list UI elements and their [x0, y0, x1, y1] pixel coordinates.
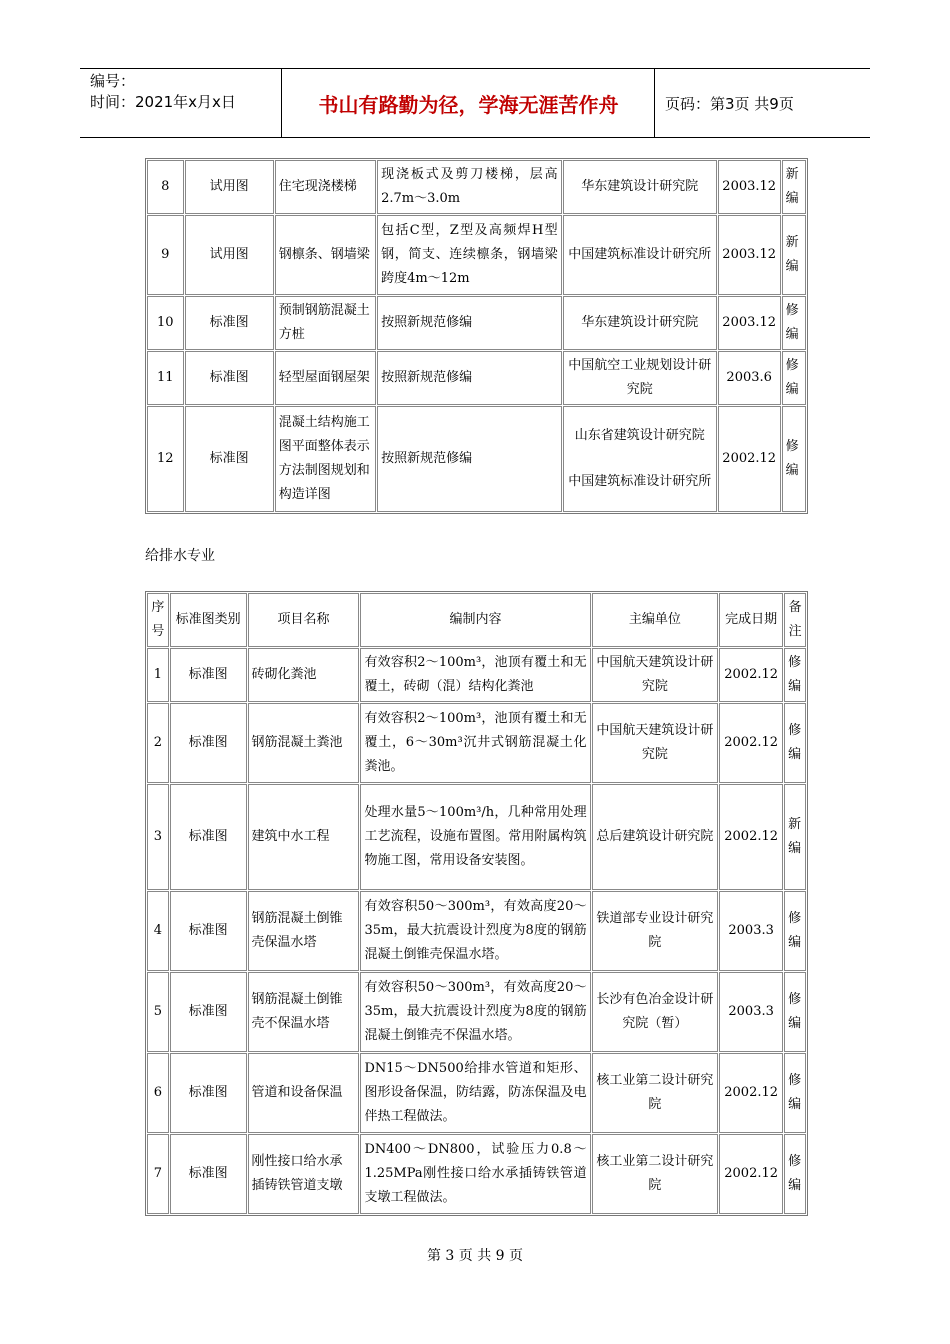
cell-note: 修编	[784, 972, 806, 1052]
cell-project: 混凝土结构施工图平面整体表示方法制图规划和构造详图	[275, 406, 376, 512]
cell-date: 2002.12	[719, 1053, 783, 1133]
table-row	[147, 351, 806, 405]
doc-number-label: 编号：	[90, 72, 136, 90]
table-row	[147, 972, 806, 1052]
header-content: 编制内容	[360, 593, 590, 647]
cell-note: 修编	[784, 1134, 806, 1214]
cell-note: 修编	[782, 351, 806, 405]
cell-unit: 华东建筑设计研究院	[563, 296, 717, 350]
header-category: 标准图类别	[170, 593, 247, 647]
cell-note: 新编	[782, 160, 806, 214]
cell-note: 修编	[784, 1053, 806, 1133]
cell-seq: 1	[147, 648, 169, 702]
cell-unit: 核工业第二设计研究院	[592, 1053, 718, 1133]
cell-unit: 中国建筑标准设计研究所	[563, 215, 717, 295]
cell-date: 2003.12	[718, 296, 781, 350]
cell-content: 现浇板式及剪刀楼梯，层高2.7m～3.0m	[377, 160, 562, 214]
cell-note: 修编	[784, 891, 806, 971]
cell-category: 标准图	[170, 891, 247, 971]
cell-date: 2002.12	[719, 703, 783, 783]
cell-content: 有效容积50～300m³，有效高度20～35m，最大抗震设计烈度为8度的钢筋混凝土倒锥壳不保温水塔。	[360, 972, 590, 1052]
cell-seq: 11	[147, 351, 184, 405]
cell-content: 按照新规范修编	[377, 406, 562, 512]
cell-content: 包括C型，Z型及高频焊H型钢，简支、连续檩条，钢墙梁跨度4m～12m	[377, 215, 562, 295]
cell-date: 2003.6	[718, 351, 781, 405]
header-unit: 主编单位	[592, 593, 718, 647]
cell-seq: 2	[147, 703, 169, 783]
table-row	[147, 296, 806, 350]
cell-category: 标准图	[185, 406, 274, 512]
cell-project: 建筑中水工程	[248, 784, 360, 890]
cell-content: 按照新规范修编	[377, 351, 562, 405]
cell-note: 新编	[784, 784, 806, 890]
doc-time-label: 时间：2021年x月x日	[90, 93, 236, 111]
cell-note: 修编	[782, 406, 806, 512]
water-supply-drainage-table	[145, 591, 808, 1216]
cell-project: 钢筋混凝土粪池	[248, 703, 360, 783]
cell-date: 2003.12	[718, 160, 781, 214]
cell-category: 标准图	[170, 972, 247, 1052]
cell-unit: 中国航天建筑设计研究院	[592, 703, 718, 783]
cell-category: 试用图	[185, 215, 274, 295]
cell-category: 标准图	[185, 351, 274, 405]
cell-project: 刚性接口给水承插铸铁管道支墩	[248, 1134, 360, 1214]
header-meta	[80, 69, 282, 137]
cell-content: DN400～DN800，试验压力0.8～1.25MPa刚性接口给水承插铸铁管道支墩工程做法。	[360, 1134, 590, 1214]
cell-unit: 核工业第二设计研究院	[592, 1134, 718, 1214]
table-row	[147, 1053, 806, 1133]
page-header	[80, 68, 870, 138]
cell-project: 轻型屋面钢屋架	[275, 351, 376, 405]
cell-category: 试用图	[185, 160, 274, 214]
cell-date: 2002.12	[719, 784, 783, 890]
cell-category: 标准图	[170, 648, 247, 702]
header-date: 完成日期	[719, 593, 783, 647]
cell-unit-primary: 山东省建筑设计研究院	[574, 428, 705, 443]
cell-note: 修编	[784, 648, 806, 702]
table-row	[147, 648, 806, 702]
cell-project: 钢筋混凝土倒锥壳不保温水塔	[248, 972, 360, 1052]
cell-date: 2003.3	[719, 891, 783, 971]
cell-project: 住宅现浇楼梯	[275, 160, 376, 214]
cell-date: 2003.12	[718, 215, 781, 295]
cell-note: 修编	[784, 703, 806, 783]
cell-seq: 5	[147, 972, 169, 1052]
cell-date: 2002.12	[719, 1134, 783, 1214]
cell-unit: 中国航空工业规划设计研究院	[563, 351, 717, 405]
cell-project: 管道和设备保温	[248, 1053, 360, 1133]
header-note: 备注	[784, 593, 806, 647]
cell-seq: 9	[147, 215, 184, 295]
cell-note: 新编	[782, 215, 806, 295]
cell-unit: 总后建筑设计研究院	[592, 784, 718, 890]
cell-content: 按照新规范修编	[377, 296, 562, 350]
table-row	[147, 891, 806, 971]
cell-project: 砖砌化粪池	[248, 648, 360, 702]
cell-project: 钢筋混凝土倒锥壳保温水塔	[248, 891, 360, 971]
table-row	[147, 1134, 806, 1214]
structure-standards-table	[145, 158, 808, 514]
cell-seq: 4	[147, 891, 169, 971]
table-row	[147, 703, 806, 783]
cell-unit: 中国航天建筑设计研究院	[592, 648, 718, 702]
cell-unit	[563, 406, 717, 512]
header-project: 项目名称	[248, 593, 360, 647]
header-page-label: 页码：第3页 共9页	[665, 94, 794, 113]
cell-seq: 10	[147, 296, 184, 350]
section-title: 给排水专业	[145, 548, 215, 564]
cell-content: 有效容积50～300m³，有效高度20～35m，最大抗震设计烈度为8度的钢筋混凝土倒锥壳保温水塔。	[360, 891, 590, 971]
cell-unit: 铁道部专业设计研究院	[592, 891, 718, 971]
cell-note: 修编	[782, 296, 806, 350]
cell-content: DN15～DN500给排水管道和矩形、图形设备保温，防结露，防冻保温及电伴热工程做法。	[360, 1053, 590, 1133]
header-seq: 序号	[147, 593, 169, 647]
cell-category: 标准图	[170, 1134, 247, 1214]
page-footer: 第 3 页 共 9 页	[426, 1248, 524, 1264]
cell-category: 标准图	[185, 296, 274, 350]
cell-project: 钢檩条、钢墙梁	[275, 215, 376, 295]
table-row	[147, 215, 806, 295]
table-header-row	[147, 593, 806, 647]
cell-content: 有效容积2～100m³，池顶有覆土和无覆土，6～30m³沉井式钢筋混凝土化粪池。	[360, 703, 590, 783]
header-motto: 书山有路勤为径，学海无涯苦作舟	[283, 69, 655, 137]
cell-seq: 7	[147, 1134, 169, 1214]
cell-category: 标准图	[170, 703, 247, 783]
cell-unit: 长沙有色冶金设计研究院（暂）	[592, 972, 718, 1052]
cell-unit-secondary: 中国建筑标准设计研究所	[568, 474, 712, 489]
cell-content: 有效容积2～100m³，池顶有覆土和无覆土，砖砌（混）结构化粪池	[360, 648, 590, 702]
table-row	[147, 784, 806, 890]
cell-seq: 8	[147, 160, 184, 214]
cell-seq: 12	[147, 406, 184, 512]
cell-date: 2002.12	[718, 406, 781, 512]
cell-project: 预制钢筋混凝土方桩	[275, 296, 376, 350]
cell-category: 标准图	[170, 784, 247, 890]
table-row	[147, 160, 806, 214]
cell-date: 2003.3	[719, 972, 783, 1052]
cell-content: 处理水量5～100m³/h，几种常用处理工艺流程，设施布置图。常用附属构筑物施工图，常用设备安装图。	[360, 784, 590, 890]
cell-date: 2002.12	[719, 648, 783, 702]
cell-seq: 3	[147, 784, 169, 890]
table-row	[147, 406, 806, 512]
cell-seq: 6	[147, 1053, 169, 1133]
cell-unit: 华东建筑设计研究院	[563, 160, 717, 214]
cell-category: 标准图	[170, 1053, 247, 1133]
